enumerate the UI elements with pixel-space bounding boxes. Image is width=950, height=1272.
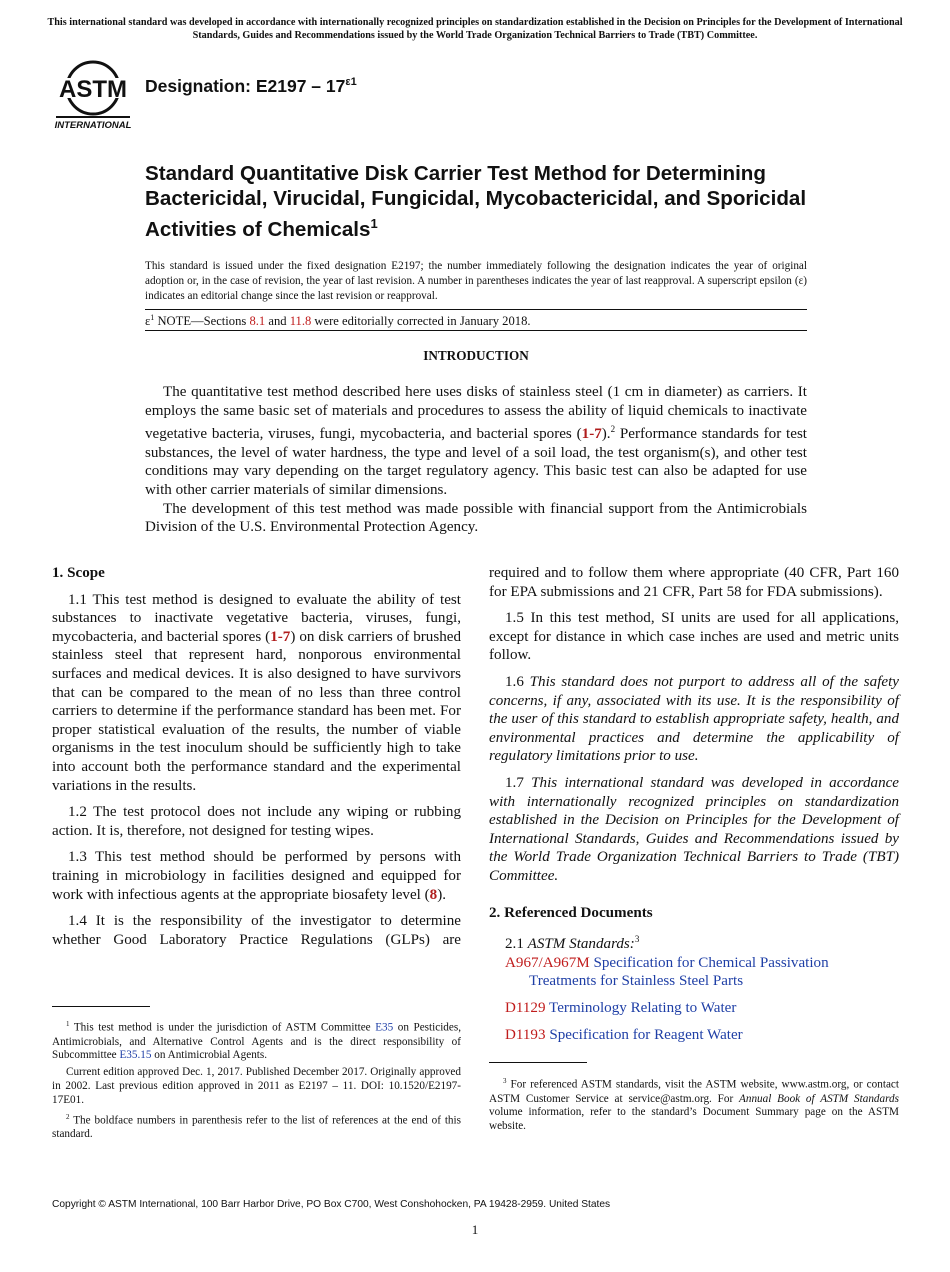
page-title [145,161,835,242]
introduction-body [145,383,807,537]
section-heading-scope: 1. Scope [52,565,105,581]
enote-pre: NOTE—Sections [154,314,250,329]
footnote-2-text: The boldface numbers in parenthesis refer to the list of references at the end of this standard. [52,1114,461,1141]
para-1-4: 1.4 It is the responsibility of the investigator to determine whether Good Laboratory Practice Regulations (GLPs) are [52,913,461,948]
footnote-ref-3[interactable]: 3 [634,934,640,945]
para-1-1-b: ) on disk carriers of brushed stainless steel that represent hard, nonporous environmental surfaces and medical devices. It is also designed to have survivors that can be compared to the mean of no less than three control carriers to determine if the performance standard has been met. For proper statistical evaluation of the results, the number of viable organisms in the test inoculum should be sufficiently high to take into account both the performance standard and the experimental variations in the results. [52,628,461,794]
intro-paragraph-2: The development of this test method was made possible with financial support from the Antimicrobials Division of the U.S. Environmental Protection Agency. [145,500,807,536]
footnote-3-b: volume information, refer to the standard’s Document Summary page on the ASTM website. [489,1106,899,1133]
introduction-heading: INTRODUCTION [423,348,529,363]
para-1-5: 1.5 In this test method, SI units are used for all applications, except for distance in which case inches are used and metric units follow. [489,610,899,664]
footnote-1-b: on Pesticides, Antimicrobials, and Alternative Control Agents and is the direct responsibility of Subcommittee [52,1021,462,1062]
intro-paragraph-1 [145,383,807,500]
ref-title[interactable]: Specification for Chemical Passivation Treatments for Stainless Steel Parts [529,954,829,990]
astm-logo-graphic [52,58,134,134]
ref-title[interactable]: Terminology Relating to Water [549,999,737,1016]
footnote-1 [52,1018,461,1063]
para-1-6 [489,673,899,766]
footnote-1-a: This test method is under the jurisdiction of ASTM Committee [69,1021,376,1034]
ref-item-d1129[interactable] [489,999,899,1018]
para-2-1 [489,930,899,954]
para-1-2: 1.2 The test protocol does not include any wiping or rubbing action. It is, therefore, not designed for testing wipes. [52,804,461,839]
para-1-3-a: 1.3 This test method should be performed by persons with training in microbiology in facilities designed and equipped for work with infectious agents at the appropriate biosafety level ( [52,849,461,903]
reference-link[interactable]: 8 [429,886,438,903]
footnote-3 [489,1075,899,1134]
right-column [489,564,899,1052]
footnotes-left [52,1018,461,1145]
para-1-4-cont: required and to follow them where appropriate (40 CFR, Part 160 for EPA submissions and 21 CFR, Part 58 for FDA submissions). [489,565,899,600]
ref-code[interactable]: A967/A967M [505,954,590,971]
divider-top [145,309,807,310]
intro-p1-a: The quantitative test method described here uses disks of stainless steel (1 cm in diameter) as carriers. It employs the same basic set of materials and procedures to assess the ability of liquid chemicals to inactivate vegetative bacteria, viruses, fungi, mycobacteria, and bacterial spores ( [145,384,807,443]
epsilon-sup: 1 [150,313,155,322]
editorial-note [145,313,531,329]
footnote-divider-left [52,1006,150,1007]
astm-logo [52,58,134,134]
para-1-7 [489,774,899,886]
enote-post: were editorially corrected in January 2018. [311,314,531,329]
page-number: 1 [471,1222,479,1237]
footnote-divider-right [489,1062,587,1063]
intro-p1-c: Performance standards for test substances, the level of water hardness, the type and level of a soil load, the test organism(s), and other test conditions may vary depending on the target regulatory agency. This basic test can also be adapted for use with other carrier materials of similar dimensions. [145,426,808,498]
ref-item-a967[interactable] [489,954,899,991]
left-column [52,564,461,957]
designation-sup: ε1 [345,76,357,89]
divider-bottom [145,330,807,331]
footnote-3-italic: Annual Book of ASTM Standards [739,1092,899,1105]
logo-word: INTERNATIONAL [54,120,132,131]
title-text: Standard Quantitative Disk Carrier Test Method for Determining Bactericidal, Virucidal, Fungicidal, Mycobactericidal, and Sporicidal Activities of Chemicals [145,162,807,241]
para-1-7-num: 1.7 [505,774,532,791]
footnote-1-edition: Current edition approved Dec. 1, 2017. Published December 2017. Originally approved in 2002. Last previous edition approved in 2011 as E2197 – 11. DOI: 10.1520/E2197-17E01. [52,1066,461,1106]
designation-label: Designation: E2197 – 17 [145,76,346,96]
para-2-1-label: ASTM Standards: [527,936,635,953]
footnote-2 [52,1111,461,1142]
ref-item-d1193[interactable] [489,1026,899,1045]
section-link-11-8[interactable]: 11.8 [289,314,312,329]
footnote-ref-2[interactable]: 2 [610,424,616,435]
para-2-1-num: 2.1 [505,936,528,953]
designation [145,76,357,97]
committee-link[interactable]: E35 [375,1021,394,1034]
top-note: This international standard was developed in accordance with internationally recognized principles on standardization established in the Decision on Principles for the Development of International Standards, Guides and Recommendations issued by the World Trade Organization Technical Barriers to Trade (TBT) Committee. [47,17,903,41]
para-1-6-text: This standard does not purport to address all of the safety concerns, if any, associated with its use. It is the responsibility of the user of this standard to establish appropriate safety, health, and environmental practices and determine the applicability of regulatory limitations prior to use. [489,673,900,765]
issue-note: This standard is issued under the fixed designation E2197; the number immediately following the designation indicates the year of original adoption or, in the case of revision, the year of last revision. A number in parentheses indicates the year of last reapproval. A superscript epsilon (ε) indicates an editorial change since the last revision or reapproval. [145,260,807,302]
para-1-1-a: 1.1 This test method is designed to evaluate the ability of test substances to inactivate vegetative bacteria, viruses, fungi, mycobacteria, and bacterial spores ( [52,591,461,645]
footnote-2-marker: 2 [66,1112,70,1121]
footnote-3-a: For referenced ASTM standards, visit the ASTM website, www.astm.org, or contact ASTM Customer Service at service@astm.org. For [489,1078,899,1105]
epsilon: ε [145,314,151,329]
section-link-8-1[interactable]: 8.1 [249,314,266,329]
para-1-7-text: This international standard was developed in accordance with internationally recognized principles on standardization established in the Decision on Principles for the Development of International Standards, Guides and Recommendations issued by the World Trade Organization Technical Barriers to Trade (TBT) Committee. [489,774,900,884]
reference-link[interactable]: 1-7 [270,628,291,645]
ref-title[interactable]: Specification for Reagent Water [549,1026,743,1043]
para-1-6-num: 1.6 [505,673,530,690]
intro-p1-b: ). [601,426,611,443]
para-1-1 [52,591,461,796]
para-1-3-b: ). [437,886,446,903]
title-footnote-ref[interactable]: 1 [370,216,378,231]
footnote-1-marker: 1 [66,1020,70,1028]
subcommittee-link[interactable]: E35.15 [119,1049,152,1062]
enote-mid: and [265,314,290,329]
copyright: Copyright © ASTM International, 100 Barr Harbor Drive, PO Box C700, West Conshohocken, PA 19428-2959. United States [52,1199,611,1210]
section-heading-referenced: 2. Referenced Documents [489,904,653,921]
para-1-3 [52,848,461,904]
ref-code[interactable]: D1193 [505,1026,546,1043]
footnotes-right [489,1075,899,1137]
footnote-3-marker: 3 [503,1077,507,1085]
footnote-1-c: on Antimicrobial Agents. [151,1049,268,1062]
ref-code[interactable]: D1129 [505,999,546,1016]
reference-link[interactable]: 1-7 [581,426,602,443]
logo-letters: ASTM [59,76,127,103]
